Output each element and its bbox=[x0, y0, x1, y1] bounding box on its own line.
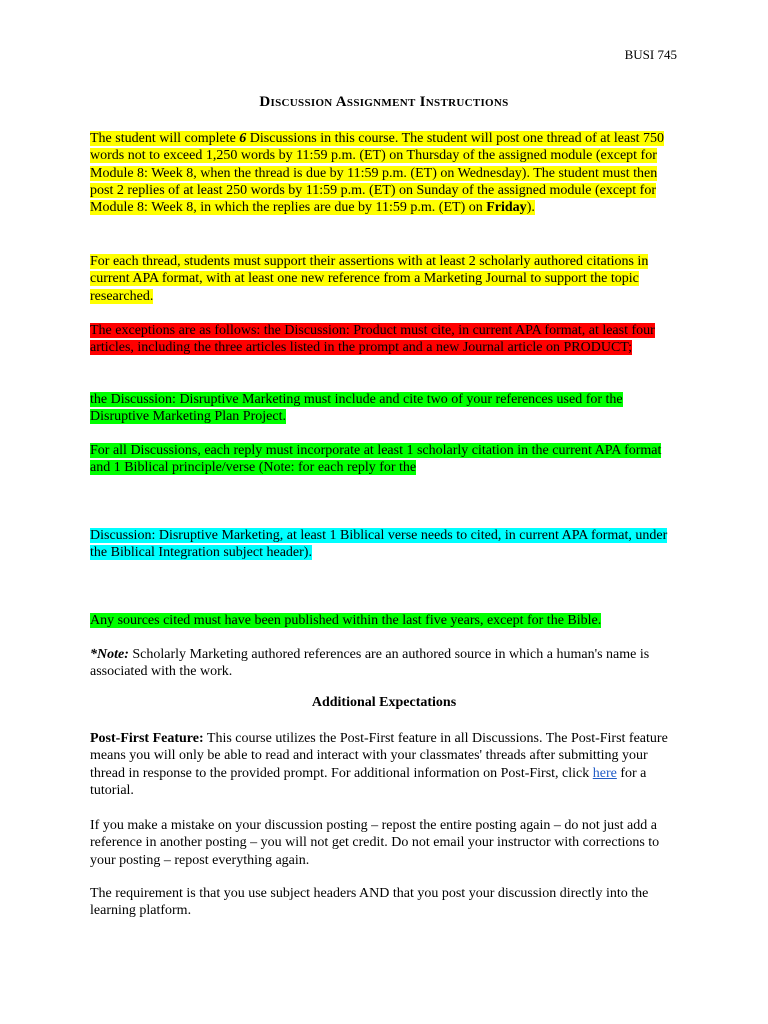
paragraph-sources bbox=[90, 612, 678, 629]
page-title: Discussion Assignment Instructions bbox=[259, 94, 509, 110]
p1-text-c: Discussions in this course. The student will post one thread of at least 750 words not to exceed 1,250 words by 11:59 p.m. (ET) on Thursday of the assigned module (except for Module 8: Week 8, when the thread is due by 11:59 p.m. (ET) on Wednesday). The student must then post 2 replies of at least 250 words by 11:59 p.m. (ET) on Sunday of the assigned module (except for Module 8: Week 8, in which the replies are due by 11:59 p.m. (ET) on bbox=[90, 131, 665, 216]
p3-text: The exceptions are as follows: the Discussion: Product must cite, in current APA format, at least four articles, including the three articles listed in the prompt and a new Journal article on PRODUCT; bbox=[90, 323, 655, 356]
additional-expectations-heading: Additional Expectations bbox=[311, 695, 457, 710]
paragraph-mistake bbox=[90, 817, 678, 869]
paragraph-exceptions bbox=[90, 322, 678, 357]
requirement-text: The requirement is that you use subject headers AND that you post your discussion directly into the learning platform. bbox=[90, 886, 649, 919]
p1-text-a: The student will complete bbox=[90, 131, 240, 146]
paragraph-note bbox=[90, 646, 678, 681]
paragraph-disruptive-marketing bbox=[90, 391, 678, 426]
paragraph-post-first bbox=[90, 730, 678, 799]
discussion-count: 6 bbox=[239, 131, 247, 146]
note-label: *Note: bbox=[90, 647, 129, 662]
p6-text: Discussion: Disruptive Marketing, at least 1 Biblical verse needs to cited, in current APA format, under the Biblical Integration subject header). bbox=[90, 528, 668, 561]
p4-text: the Discussion: Disruptive Marketing must include and cite two of your references used for the Disruptive Marketing Plan Project. bbox=[90, 392, 623, 425]
tutorial-link[interactable]: here bbox=[592, 765, 617, 781]
p7-text: Any sources cited must have been published within the last five years, except for the Bible. bbox=[90, 613, 602, 628]
paragraph-requirement bbox=[90, 885, 678, 920]
p2-text: For each thread, students must support their assertions with at least 2 scholarly authored citations in current APA format, with at least one new reference from a Marketing Journal to support the topic researched. bbox=[90, 254, 649, 304]
paragraph-biblical-verse bbox=[90, 527, 678, 562]
course-code: BUSI 745 bbox=[624, 47, 677, 62]
mistake-text: If you make a mistake on your discussion posting – repost the entire posting again – do not just add a reference in another posting – you will not get credit. Do not email your instructor with corrections to your posting – repost everything again. bbox=[90, 818, 660, 868]
paragraph-replies bbox=[90, 442, 678, 477]
post-first-label: Post-First Feature: bbox=[90, 731, 204, 746]
post-first-text: This course utilizes the Post-First feature in all Discussions. The Post-First feature means you will only be able to read and interact with your classmates' threads after submitting your thread in response to the provided prompt. For additional information on Post-First, click bbox=[90, 731, 668, 781]
paragraph-citations bbox=[90, 253, 678, 305]
note-text: Scholarly Marketing authored references are an authored source in which a human's name is associated with the work. bbox=[90, 647, 650, 680]
p5-text: For all Discussions, each reply must incorporate at least 1 scholarly citation in the current APA format and 1 Biblical principle/verse (Note: for each reply for the bbox=[90, 443, 662, 476]
paragraph-discussion-count bbox=[90, 130, 678, 216]
friday-text: Friday bbox=[486, 200, 527, 216]
post-first-end: for a tutorial. bbox=[90, 765, 647, 798]
p1-text-e: ). bbox=[526, 200, 535, 216]
